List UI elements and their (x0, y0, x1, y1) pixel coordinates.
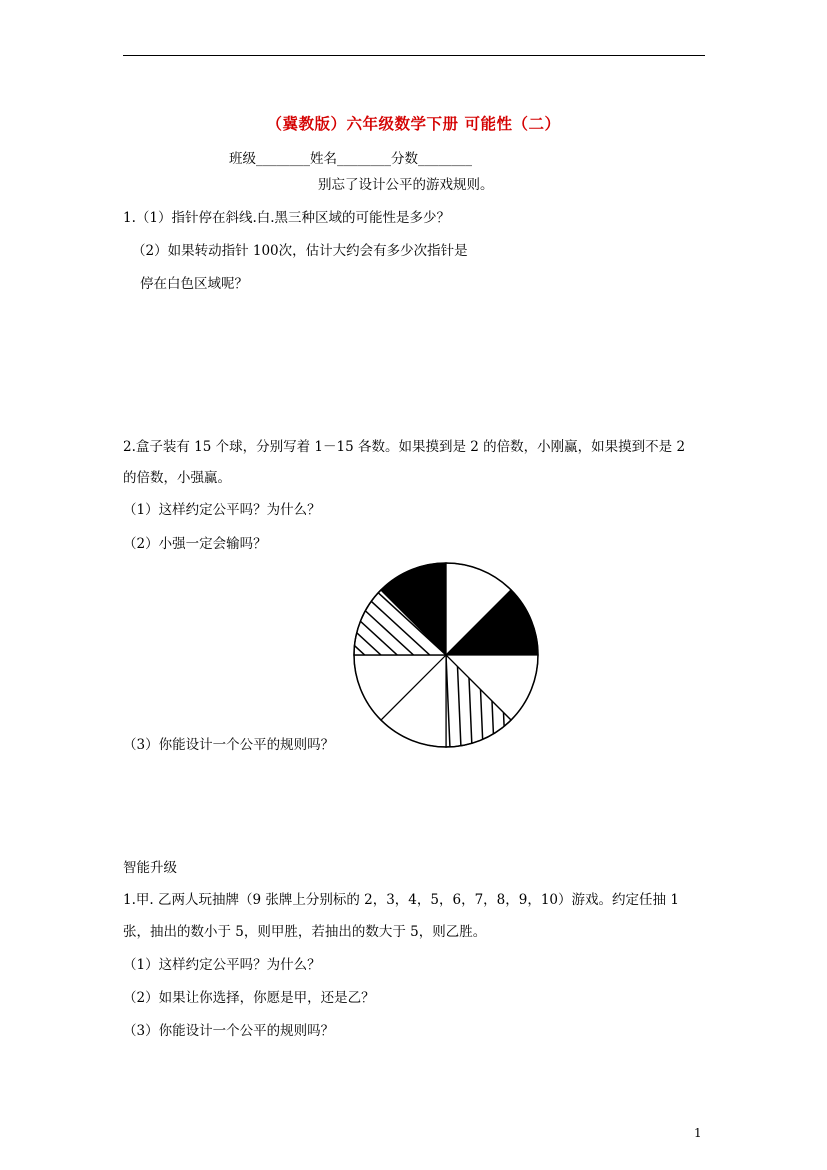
q1-line3: 停在白色区域呢？ (140, 276, 248, 292)
s3-q1-line1: 1.甲. 乙两人玩抽牌（9 张牌上分别标的 2，3，4，5，6，7，8，9，10）游戏。约定任抽 1 (123, 892, 679, 908)
subtitle: 别忘了设计公平的游戏规则。 (318, 177, 494, 193)
page-number: 1 (694, 1126, 702, 1140)
header-rule (123, 55, 705, 56)
s3-sub1: （1）这样约定公平吗？为什么？ (123, 957, 321, 973)
q1-line2: （2）如果转动指针 100次，估计大约会有多少次指针是 (132, 243, 468, 259)
spinner-diagram (350, 562, 544, 752)
s3-sub3: （3）你能设计一个公平的规则吗？ (123, 1023, 335, 1039)
q2-line2: 的倍数，小强赢。 (123, 470, 231, 486)
s3-q1-line2: 张，抽出的数小于 5，则甲胜，若抽出的数大于 5，则乙胜。 (123, 924, 487, 940)
s3-sub2: （2）如果让你选择，你愿是甲，还是乙？ (123, 990, 375, 1006)
q2-sub2: （2）小强一定会输吗？ (123, 536, 267, 552)
q2-sub1: （1）这样约定公平吗？为什么？ (123, 502, 321, 518)
page-title: （冀教版）六年级数学下册 可能性（二） (266, 114, 561, 133)
section3-heading: 智能升级 (123, 860, 177, 876)
q2-sub3: （3）你能设计一个公平的规则吗？ (123, 737, 335, 753)
q1-line1: 1.（1）指针停在斜线.白.黑三种区域的可能性是多少？ (123, 210, 451, 226)
q2-line1: 2.盒子装有 15 个球，分别写着 1－15 各数。如果摸到是 2 的倍数，小刚赢，如果摸到不是 2 (123, 439, 686, 455)
info-line: 班级________姓名________分数________ (229, 151, 472, 167)
